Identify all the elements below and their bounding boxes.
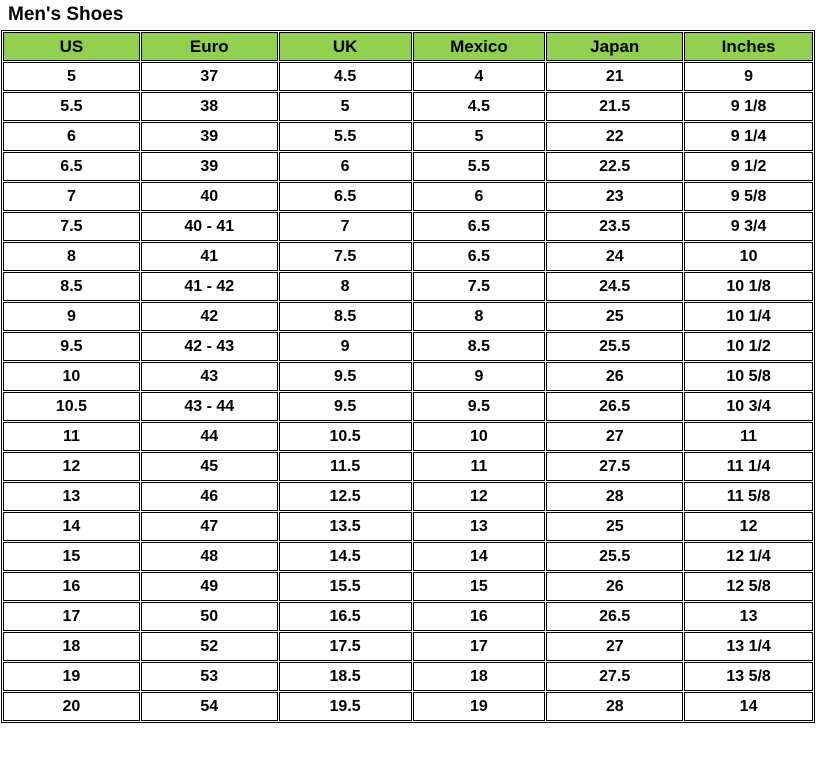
cell-euro: 42 bbox=[141, 302, 278, 331]
cell-us: 16 bbox=[3, 572, 140, 601]
cell-euro: 45 bbox=[141, 452, 278, 481]
cell-inches: 14 bbox=[684, 692, 813, 721]
cell-mexico: 16 bbox=[413, 602, 546, 631]
cell-inches: 11 1/4 bbox=[684, 452, 813, 481]
table-row bbox=[3, 212, 813, 241]
cell-japan: 26 bbox=[546, 572, 683, 601]
cell-japan: 21 bbox=[546, 62, 683, 91]
cell-euro: 47 bbox=[141, 512, 278, 541]
cell-japan: 24 bbox=[546, 242, 683, 271]
cell-uk: 14.5 bbox=[279, 542, 412, 571]
table-row bbox=[3, 92, 813, 121]
table-row bbox=[3, 542, 813, 571]
cell-japan: 26.5 bbox=[546, 602, 683, 631]
cell-us: 6 bbox=[3, 122, 140, 151]
cell-euro: 43 - 44 bbox=[141, 392, 278, 421]
cell-mexico: 8.5 bbox=[413, 332, 546, 361]
cell-mexico: 9 bbox=[413, 362, 546, 391]
table-row bbox=[3, 62, 813, 91]
table-body bbox=[3, 62, 813, 721]
size-conversion-table bbox=[1, 30, 815, 723]
cell-mexico: 8 bbox=[413, 302, 546, 331]
cell-uk: 9.5 bbox=[279, 392, 412, 421]
cell-mexico: 10 bbox=[413, 422, 546, 451]
cell-inches: 12 5/8 bbox=[684, 572, 813, 601]
cell-inches: 13 5/8 bbox=[684, 662, 813, 691]
cell-us: 20 bbox=[3, 692, 140, 721]
cell-inches: 9 1/4 bbox=[684, 122, 813, 151]
column-header-uk: UK bbox=[279, 32, 412, 61]
table-row bbox=[3, 602, 813, 631]
table-row bbox=[3, 662, 813, 691]
cell-us: 5 bbox=[3, 62, 140, 91]
column-header-euro: Euro bbox=[141, 32, 278, 61]
cell-japan: 27.5 bbox=[546, 662, 683, 691]
cell-mexico: 5 bbox=[413, 122, 546, 151]
cell-euro: 41 - 42 bbox=[141, 272, 278, 301]
cell-euro: 49 bbox=[141, 572, 278, 601]
cell-japan: 22 bbox=[546, 122, 683, 151]
cell-inches: 10 1/4 bbox=[684, 302, 813, 331]
cell-euro: 39 bbox=[141, 122, 278, 151]
cell-uk: 6 bbox=[279, 152, 412, 181]
cell-mexico: 7.5 bbox=[413, 272, 546, 301]
cell-mexico: 19 bbox=[413, 692, 546, 721]
cell-japan: 23.5 bbox=[546, 212, 683, 241]
cell-japan: 22.5 bbox=[546, 152, 683, 181]
cell-mexico: 15 bbox=[413, 572, 546, 601]
cell-euro: 54 bbox=[141, 692, 278, 721]
cell-euro: 50 bbox=[141, 602, 278, 631]
cell-uk: 19.5 bbox=[279, 692, 412, 721]
cell-us: 8 bbox=[3, 242, 140, 271]
cell-japan: 25.5 bbox=[546, 332, 683, 361]
table-row bbox=[3, 692, 813, 721]
cell-mexico: 11 bbox=[413, 452, 546, 481]
table-row bbox=[3, 122, 813, 151]
cell-us: 7.5 bbox=[3, 212, 140, 241]
cell-us: 5.5 bbox=[3, 92, 140, 121]
column-header-us: US bbox=[3, 32, 140, 61]
cell-inches: 11 5/8 bbox=[684, 482, 813, 511]
cell-inches: 10 3/4 bbox=[684, 392, 813, 421]
cell-japan: 21.5 bbox=[546, 92, 683, 121]
cell-us: 6.5 bbox=[3, 152, 140, 181]
cell-us: 9.5 bbox=[3, 332, 140, 361]
cell-mexico: 14 bbox=[413, 542, 546, 571]
cell-us: 12 bbox=[3, 452, 140, 481]
cell-euro: 53 bbox=[141, 662, 278, 691]
cell-japan: 26 bbox=[546, 362, 683, 391]
cell-inches: 12 bbox=[684, 512, 813, 541]
cell-japan: 25 bbox=[546, 512, 683, 541]
cell-us: 10.5 bbox=[3, 392, 140, 421]
cell-inches: 9 5/8 bbox=[684, 182, 813, 211]
cell-mexico: 4.5 bbox=[413, 92, 546, 121]
cell-inches: 9 3/4 bbox=[684, 212, 813, 241]
table-row bbox=[3, 422, 813, 451]
table-row bbox=[3, 392, 813, 421]
cell-us: 13 bbox=[3, 482, 140, 511]
cell-inches: 13 bbox=[684, 602, 813, 631]
cell-euro: 46 bbox=[141, 482, 278, 511]
cell-us: 9 bbox=[3, 302, 140, 331]
cell-uk: 9 bbox=[279, 332, 412, 361]
cell-uk: 18.5 bbox=[279, 662, 412, 691]
cell-euro: 48 bbox=[141, 542, 278, 571]
cell-japan: 27 bbox=[546, 632, 683, 661]
table-row bbox=[3, 482, 813, 511]
cell-us: 15 bbox=[3, 542, 140, 571]
header-row bbox=[3, 32, 813, 61]
cell-japan: 25.5 bbox=[546, 542, 683, 571]
cell-inches: 9 1/8 bbox=[684, 92, 813, 121]
cell-japan: 28 bbox=[546, 692, 683, 721]
cell-euro: 52 bbox=[141, 632, 278, 661]
cell-us: 17 bbox=[3, 602, 140, 631]
cell-uk: 10.5 bbox=[279, 422, 412, 451]
column-header-inches: Inches bbox=[684, 32, 813, 61]
cell-euro: 39 bbox=[141, 152, 278, 181]
cell-mexico: 12 bbox=[413, 482, 546, 511]
cell-euro: 42 - 43 bbox=[141, 332, 278, 361]
cell-uk: 7.5 bbox=[279, 242, 412, 271]
cell-uk: 16.5 bbox=[279, 602, 412, 631]
cell-euro: 43 bbox=[141, 362, 278, 391]
cell-us: 10 bbox=[3, 362, 140, 391]
table-row bbox=[3, 242, 813, 271]
cell-us: 19 bbox=[3, 662, 140, 691]
table-row bbox=[3, 272, 813, 301]
cell-euro: 44 bbox=[141, 422, 278, 451]
cell-uk: 11.5 bbox=[279, 452, 412, 481]
cell-japan: 24.5 bbox=[546, 272, 683, 301]
cell-uk: 17.5 bbox=[279, 632, 412, 661]
cell-euro: 41 bbox=[141, 242, 278, 271]
cell-inches: 10 1/8 bbox=[684, 272, 813, 301]
cell-uk: 7 bbox=[279, 212, 412, 241]
cell-euro: 37 bbox=[141, 62, 278, 91]
cell-us: 11 bbox=[3, 422, 140, 451]
cell-inches: 10 1/2 bbox=[684, 332, 813, 361]
cell-inches: 12 1/4 bbox=[684, 542, 813, 571]
table-row bbox=[3, 182, 813, 211]
cell-inches: 10 bbox=[684, 242, 813, 271]
cell-japan: 27.5 bbox=[546, 452, 683, 481]
cell-japan: 26.5 bbox=[546, 392, 683, 421]
cell-uk: 8.5 bbox=[279, 302, 412, 331]
cell-japan: 27 bbox=[546, 422, 683, 451]
cell-us: 8.5 bbox=[3, 272, 140, 301]
cell-uk: 5.5 bbox=[279, 122, 412, 151]
cell-uk: 15.5 bbox=[279, 572, 412, 601]
page-title: Men's Shoes bbox=[8, 4, 124, 25]
cell-inches: 9 bbox=[684, 62, 813, 91]
cell-uk: 5 bbox=[279, 92, 412, 121]
table-row bbox=[3, 362, 813, 391]
cell-japan: 23 bbox=[546, 182, 683, 211]
table-row bbox=[3, 302, 813, 331]
table-header bbox=[3, 32, 813, 61]
cell-mexico: 6.5 bbox=[413, 212, 546, 241]
cell-uk: 12.5 bbox=[279, 482, 412, 511]
cell-uk: 9.5 bbox=[279, 362, 412, 391]
cell-mexico: 6 bbox=[413, 182, 546, 211]
cell-inches: 11 bbox=[684, 422, 813, 451]
cell-uk: 13.5 bbox=[279, 512, 412, 541]
cell-inches: 10 5/8 bbox=[684, 362, 813, 391]
cell-euro: 40 bbox=[141, 182, 278, 211]
cell-mexico: 5.5 bbox=[413, 152, 546, 181]
cell-us: 7 bbox=[3, 182, 140, 211]
cell-japan: 25 bbox=[546, 302, 683, 331]
column-header-mexico: Mexico bbox=[413, 32, 546, 61]
column-header-japan: Japan bbox=[546, 32, 683, 61]
cell-uk: 6.5 bbox=[279, 182, 412, 211]
table-row bbox=[3, 332, 813, 361]
cell-inches: 13 1/4 bbox=[684, 632, 813, 661]
cell-mexico: 6.5 bbox=[413, 242, 546, 271]
table-row bbox=[3, 572, 813, 601]
cell-uk: 4.5 bbox=[279, 62, 412, 91]
table-row bbox=[3, 512, 813, 541]
cell-japan: 28 bbox=[546, 482, 683, 511]
cell-inches: 9 1/2 bbox=[684, 152, 813, 181]
cell-us: 18 bbox=[3, 632, 140, 661]
cell-mexico: 13 bbox=[413, 512, 546, 541]
cell-euro: 38 bbox=[141, 92, 278, 121]
cell-mexico: 17 bbox=[413, 632, 546, 661]
table-row bbox=[3, 452, 813, 481]
cell-uk: 8 bbox=[279, 272, 412, 301]
table-row bbox=[3, 632, 813, 661]
cell-mexico: 4 bbox=[413, 62, 546, 91]
cell-mexico: 9.5 bbox=[413, 392, 546, 421]
cell-mexico: 18 bbox=[413, 662, 546, 691]
table-row bbox=[3, 152, 813, 181]
cell-euro: 40 - 41 bbox=[141, 212, 278, 241]
cell-us: 14 bbox=[3, 512, 140, 541]
